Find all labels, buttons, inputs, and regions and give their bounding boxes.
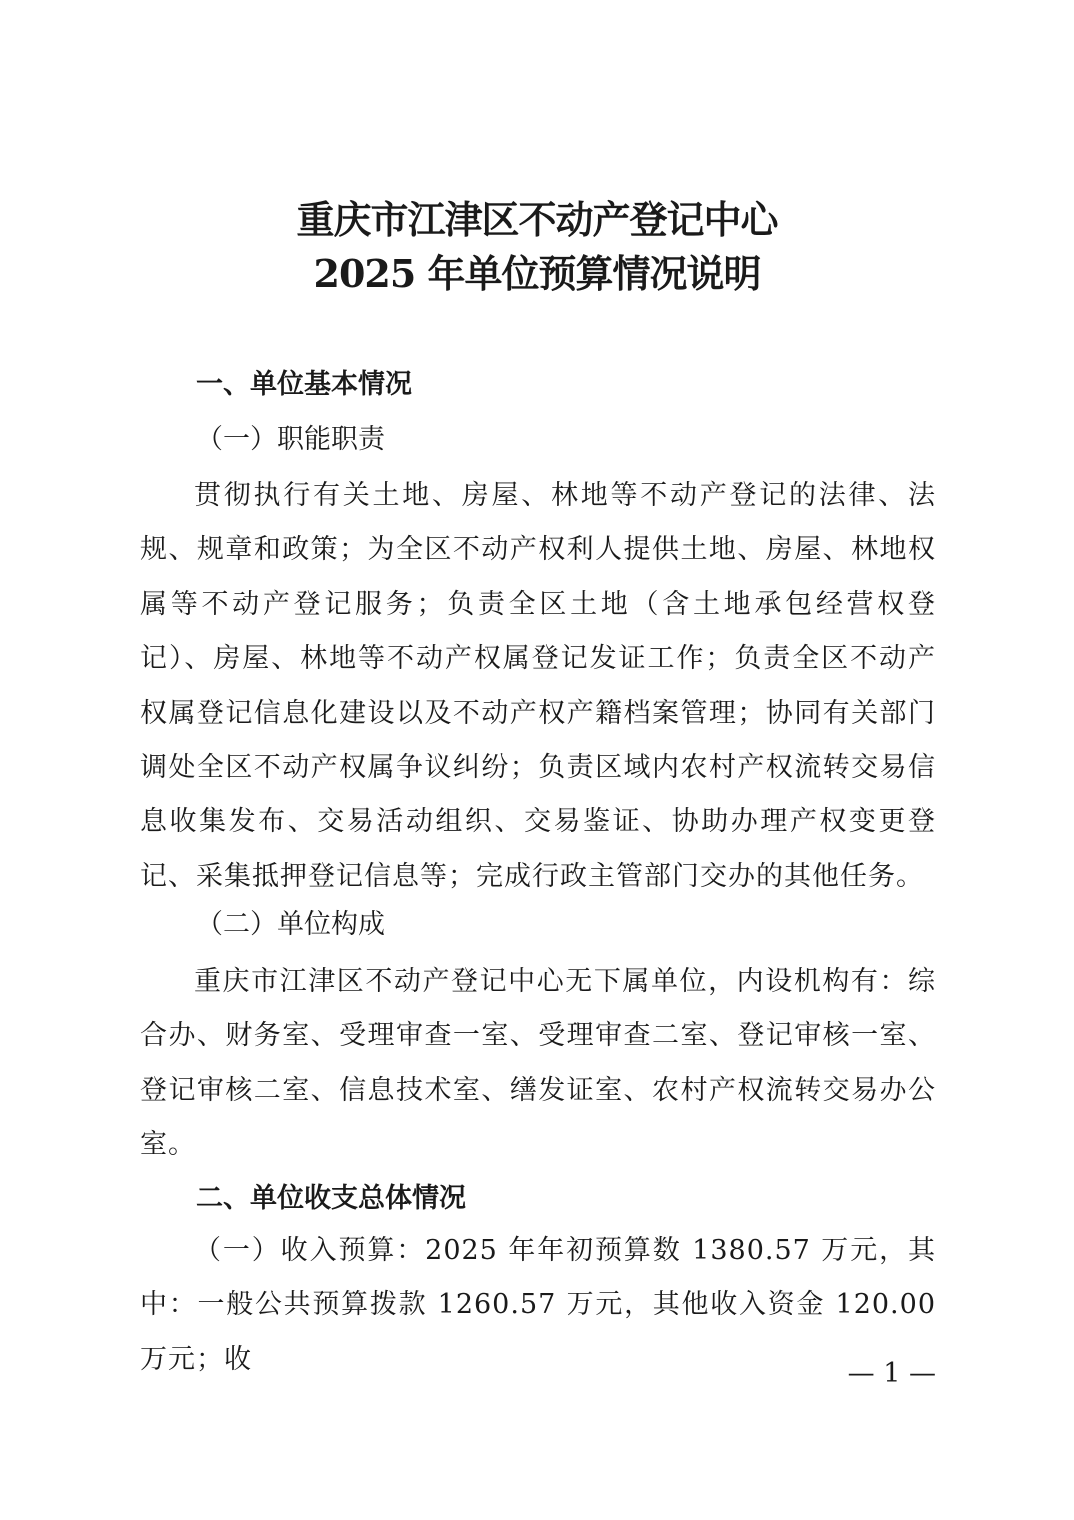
paragraph-functions: 贯彻执行有关土地、房屋、林地等不动产登记的法律、法规、规章和政策；为全区不动产权利人提供土地、房屋、林地权属等不动产登记服务；负责全区土地（含土地承包经营权登记）、房屋、林地等不动产权属登记发证工作；负责全区不动产权属登记信息化建设以及不动产权产籍档案管理；协同有关部门调处全区不动产权属争议纠纷；负责区域内农村产权流转交易信息收集发布、交易活动组织、交易鉴证、协助办理产权变更登记、采集抵押登记信息等；完成行政主管部门交办的其他任务。 (140, 480, 936, 892)
subsection-heading-structure: （二）单位构成 (196, 909, 385, 940)
section-heading-budget-overview: 二、单位收支总体情况 (196, 1183, 466, 1214)
section-heading-basic-info: 一、单位基本情况 (196, 369, 412, 400)
paragraph-structure: 重庆市江津区不动产登记中心无下属单位，内设机构有：综合办、财务室、受理审查一室、受理审查二室、登记审核一室、登记审核二室、信息技术室、缮发证室、农村产权流转交易办公室。 (140, 966, 936, 1161)
document-title-line-1: 重庆市江津区不动产登记中心 (296, 197, 778, 242)
paragraph-income-budget: （一）收入预算：2025 年年初预算数 1380.57 万元，其中：一般公共预算拨款 1260.57 万元，其他收入资金 120.00 万元；收 (140, 1235, 936, 1375)
page-number: — 1 — (847, 1358, 936, 1389)
subsection-heading-functions: （一）职能职责 (196, 424, 385, 455)
document-title-line-2: 2025 年单位预算情况说明 (313, 251, 761, 296)
